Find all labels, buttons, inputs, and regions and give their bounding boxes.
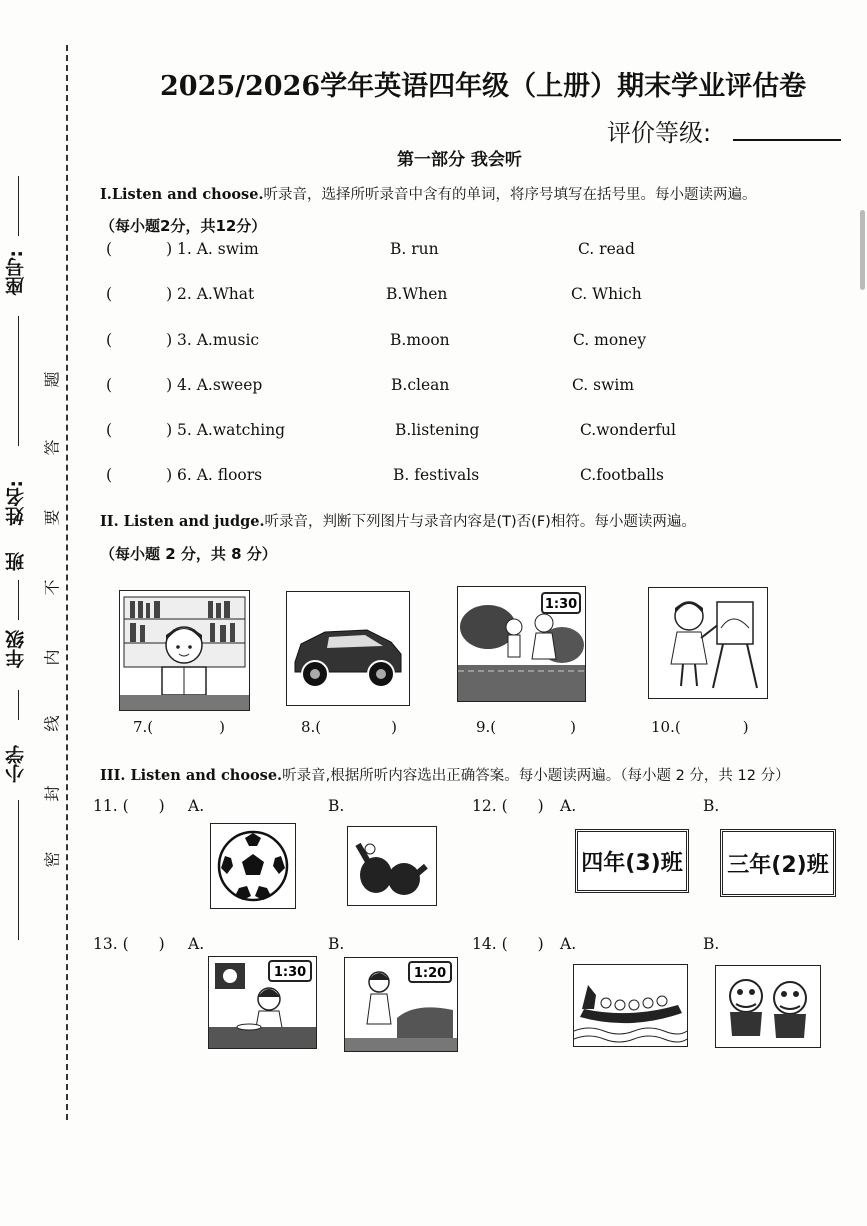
- option-c: C. Which: [571, 285, 642, 303]
- q7-number: 7.(: [133, 718, 154, 736]
- section1-heading-en: I.Listen and choose.: [100, 186, 264, 203]
- notice-char-5: 内: [42, 649, 62, 666]
- section1-heading-zh: 听录音，选择所听录音中含有的单词，将序号填写在括号里。每小题读两遍。: [263, 187, 757, 203]
- option-b: B.clean: [391, 376, 450, 394]
- q14-number: [472, 935, 544, 953]
- name-label: 姓名:: [5, 480, 27, 526]
- picture-football: [210, 823, 296, 909]
- notice-char-4: 不: [42, 579, 62, 596]
- picture-dragon-boat: [573, 964, 688, 1047]
- q13b-clock: 1:20: [413, 966, 447, 981]
- q10-label: [651, 718, 749, 736]
- class-blank: [18, 580, 19, 620]
- answer-bracket[interactable]: ( ): [106, 285, 173, 303]
- q9-close: ): [570, 718, 577, 736]
- q7-close: ): [219, 718, 226, 736]
- notice-char-6: 线: [42, 715, 62, 732]
- binding-dashed-line: [66, 45, 68, 1120]
- option-a: 5. A.watching: [177, 421, 286, 439]
- picture-ping-pong: [347, 826, 437, 906]
- answer-bracket[interactable]: ( ): [106, 376, 173, 394]
- picture-girl-reading: [119, 590, 250, 711]
- section3-heading-en: III. Listen and choose.: [100, 767, 283, 784]
- q11-open: 11. (: [93, 797, 129, 815]
- scrollbar-thumb[interactable]: [860, 210, 865, 290]
- q13-open: 13. (: [93, 935, 129, 953]
- q8-close: ): [391, 718, 398, 736]
- option-c: C. money: [573, 331, 647, 349]
- option-b: B.listening: [395, 421, 480, 439]
- notice-char-2: 答: [42, 439, 62, 456]
- q8-number: 8.(: [301, 718, 322, 736]
- picture-9-clock: 1:30: [544, 597, 578, 612]
- option-b: B. run: [390, 240, 439, 258]
- option-a: 3. A.music: [177, 331, 260, 349]
- q12-option-b: B.: [703, 797, 720, 815]
- q14-option-a: A.: [560, 935, 577, 953]
- picture-girl-eating: [208, 956, 317, 1049]
- notice-char-3: 要: [42, 509, 62, 526]
- school-label: 小学: [5, 745, 27, 783]
- option-b: B.moon: [390, 331, 450, 349]
- q13-option-b: B.: [328, 935, 345, 953]
- class-sign-b: 三年(2)班: [720, 829, 836, 897]
- option-b: B.When: [386, 285, 448, 303]
- q11-close: ): [158, 797, 165, 815]
- grade-blank[interactable]: [733, 139, 841, 141]
- section2-heading-zh: 听录音，判断下列图片与录音内容是(T)否(F)相符。每小题读两遍。: [264, 514, 696, 530]
- q10-close: ): [742, 718, 749, 736]
- q11-option-a: A.: [188, 797, 205, 815]
- seat-number-label: 座号:: [5, 250, 27, 296]
- notice-char-1: 题: [42, 371, 62, 388]
- answer-bracket[interactable]: ( ): [106, 421, 173, 439]
- q12-open: 12. (: [472, 797, 508, 815]
- notice-char-7: 封: [42, 785, 62, 802]
- section1-heading: [100, 183, 757, 204]
- option-c: C. swim: [572, 376, 635, 394]
- section3-heading-zh: 听录音,根据所听内容选出正确答案。每小题读两遍。（每小题 2 分，共 12 分）: [282, 768, 790, 784]
- q7-label: [133, 718, 225, 736]
- option-a: 4. A.sweep: [177, 376, 263, 394]
- q13-close: ): [158, 935, 165, 953]
- q13a-clock: 1:30: [273, 965, 307, 980]
- option-a: 2. A.What: [177, 285, 255, 303]
- section2-heading: [100, 510, 696, 531]
- picture-car: [286, 591, 410, 706]
- q11-number: [93, 797, 165, 815]
- class-label: 班: [5, 552, 27, 571]
- q13-option-a: A.: [188, 935, 205, 953]
- q14-open: 14. (: [472, 935, 508, 953]
- option-a: 6. A. floors: [177, 466, 263, 484]
- section1-score: （每小题2分，共12分）: [100, 217, 267, 235]
- q13-number: [93, 935, 165, 953]
- q11-option-b: B.: [328, 797, 345, 815]
- q12-close: ): [537, 797, 544, 815]
- grade-label: 评价等级:: [607, 119, 712, 147]
- picture-girl-bedtime: [344, 957, 458, 1052]
- q14-close: ): [537, 935, 544, 953]
- q12-option-a: A.: [560, 797, 577, 815]
- section3-heading: [100, 764, 790, 785]
- q12-number: [472, 797, 544, 815]
- q8-label: [301, 718, 397, 736]
- part-one-title: 第一部分 我会听: [397, 150, 522, 170]
- picture-kids-walking: [457, 586, 586, 702]
- option-c: C.footballs: [580, 466, 664, 484]
- q9-number: 9.(: [476, 718, 497, 736]
- class-sign-a: 四年(3)班: [575, 829, 689, 893]
- section2-heading-en: II. Listen and judge.: [100, 513, 265, 530]
- answer-bracket[interactable]: ( ): [106, 466, 173, 484]
- exam-title: 2025/2026学年英语四年级（上册）期末学业评估卷: [160, 71, 807, 102]
- answer-bracket[interactable]: ( ): [106, 240, 173, 258]
- name-blank-top: [18, 316, 19, 446]
- answer-bracket[interactable]: ( ): [106, 331, 173, 349]
- section2-score: （每小题 2 分，共 8 分）: [100, 545, 277, 563]
- option-c: C.wonderful: [580, 421, 676, 439]
- q9-label: [476, 718, 576, 736]
- seat-number-blank: [18, 176, 19, 236]
- q14-option-b: B.: [703, 935, 720, 953]
- option-b: B. festivals: [393, 466, 480, 484]
- notice-char-8: 密: [42, 851, 62, 868]
- grade-level-label: 年级: [5, 630, 27, 668]
- option-a: 1. A. swim: [177, 240, 259, 258]
- picture-lion-dance: [715, 965, 821, 1048]
- school-blank: [18, 800, 19, 940]
- picture-girl-painting: [648, 587, 768, 699]
- q10-number: 10.(: [651, 718, 681, 736]
- grade-blank: [18, 690, 19, 720]
- option-c: C. read: [578, 240, 635, 258]
